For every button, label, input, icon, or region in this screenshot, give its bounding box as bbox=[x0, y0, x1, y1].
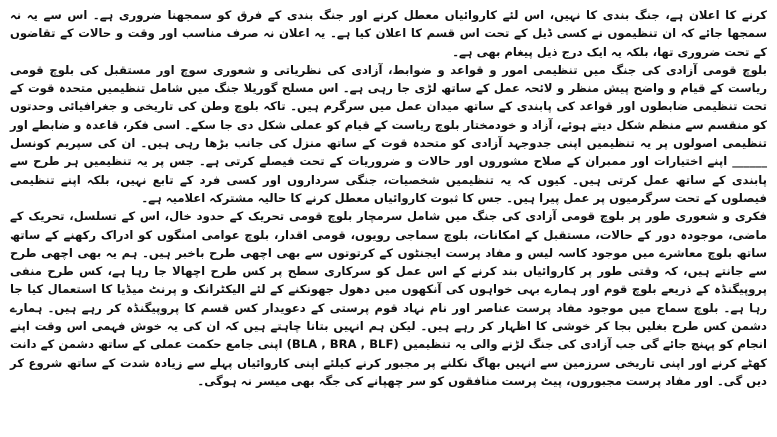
paragraph-organizational-principles: بلوچ قومی آزادی کی جنگ میں تنظیمی امور و قواعد و ضوابط، آزادی کی نظریاتی و شعوری سوچ اور مستقبل کی بلوچ قومی ریاست کے قیام و واضح پیش منظر و لائحہ عمل کے ساتھ لڑی جا رہی ہے۔ اس مسلح گوریلا جنگ میں شامل تنظیمیں متحدہ قوت کے تحت تنظیمی ضابطوں اور قواعد کی پابندی کے ساتھ میدان عمل میں سرگرم ہیں۔ تاکہ بلوچ وطن کی تاریخی و جغرافیائی وحدتوں کو منقسم سے منظم شکل دیتے ہوئے، آزاد و خودمختار بلوچ ریاست کے قیام کو عملی شکل دی جا سکے۔ اسی فکر، قاعدہ و ضابطے اور تنظیمی اصولوں پر یہ تنظیمیں اپنی جدوجہد آزادی کو متحدہ قوت کے ساتھ منزل کی جانب بڑھا رہی ہیں۔ ان کی سپریم کونسل ______ اپنے اختیارات اور ممبران کے صلاح مشوروں اور حالات و ضروریات کے تحت فیصلے کرتی ہے۔ جس پر یہ تنظیمیں ہر طرح سے پابندی کے ساتھ عمل کرتی ہیں۔ کیوں کہ یہ تنظیمیں شخصیات، جنگی سرداروں اور کسی فرد کے تابع نہیں، بلکہ اپنے تنظیمی فیصلوں کے تحت سرگرمیوں پر عمل پیرا ہیں۔ جس کا ثبوت کاروائیاں معطل کرنے کا حالیہ مشترکہ اعلامیہ ہے۔ bbox=[10, 62, 767, 205]
paragraph-awareness-and-warning: فکری و شعوری طور پر بلوچ قومی آزادی کی جنگ میں شامل سرمچار بلوچ قومی تحریک کے حدود خال، اس کے تسلسل، تحریک کے ماضی، موجودہ دور کے حالات، مستقبل کے امکانات، بلوچ سماجی رویوں، قومی اقدار، بلوچ عوامی امنگوں کو ادراک رکھنے کے ساتھ ساتھ بلوچ معاشرے میں موجود کاسہ لیس و مفاد پرست ایجنٹوں کے کرتوتوں سے بھی اچھی طرح باخبر ہیں۔ ہم یہ بھی اچھی طرح سے جانتے ہیں، کہ وقتی طور پر کاروائیاں بند کرنے کے اس عمل کو سرکاری سطح پر کس طرح اچھالا جا رہا ہے، کس طرح منفی پروپیگنڈہ کے ذریعے بلوچ قوم اور ہمارے بہی خواہوں کی آنکھوں میں دھول جھونکنے کے لئے الیکٹرانک و پرنٹ میڈیا کا استعمال کیا جا رہا ہے۔ بلوچ سماج میں موجود مفاد پرست عناصر اور نام نہاد قوم پرستی کے دعویدار کس قسم کا پروپیگنڈہ کر رہے ہیں۔ ہمارے دشمن کس طرح بغلیں بجا کر خوشی کا اظہار کر رہے ہیں۔ لیکن ہم انہیں بتانا چاہتے ہیں کہ ان کی یہ خوش فہمی اس وقت اپنے انجام کو پہنچ جائے گی جب آزادی کی جنگ لڑنے والی یہ تنظیمیں (BLA , BRA , BLF) اپنی جامع حکمت عملی کے ساتھ دشمن کے دانت کھٹے کرنے اور اپنی تاریخی سرزمین سے انہیں بھاگ نکلنے پر مجبور کرنے کیلئے اپنی کاروائیاں پہلے سے زیادہ شدت کے ساتھ شروع کر دیں گی۔ اور مفاد پرست مجبوروں، پیٹ پرست منافقوں کو سر چھپانے کی جگہ بھی میسر نہ ہوگی۔ bbox=[10, 209, 767, 388]
paragraph-opening: کرنے کا اعلان ہے، جنگ بندی کا نہیں، اس لئے کاروائیاں معطل کرنے اور جنگ بندی کے فرق کو سمجھنا ضروری ہے۔ اس سے یہ نہ سمجھا جائے کہ ان تنظیموں نے کسی ڈیل کے تحت اس قسم کا اعلان کیا ہے۔ یہ اعلان نہ صرف مناسب اور وقت و حالات کے تقاضوں کے تحت ضروری تھا، بلکہ یہ ایک درج ذیل پیغام بھی ہے۔ bbox=[10, 8, 767, 59]
